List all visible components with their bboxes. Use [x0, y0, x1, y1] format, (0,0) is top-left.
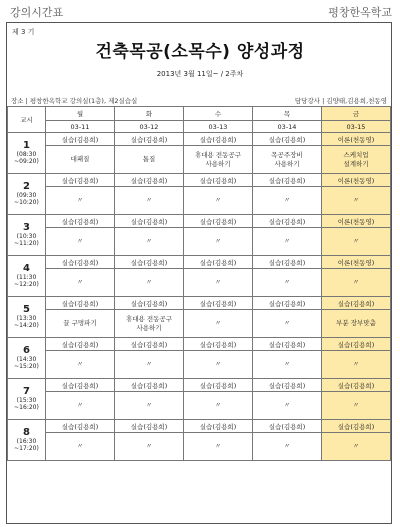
period-time: (09:30 ~10:20)	[14, 191, 39, 206]
period-cell	[8, 338, 46, 379]
instructor-cell: 실습(김용희)	[46, 297, 115, 310]
table-row	[8, 256, 391, 269]
period-cell	[8, 297, 46, 338]
topic-cell: 〃	[253, 433, 322, 461]
topic-cell: 톱질	[115, 146, 184, 174]
topic-cell: 〃	[184, 351, 253, 379]
topic-cell: 대패질	[46, 146, 115, 174]
topic-cell: 스케치업 설계하기	[322, 146, 391, 174]
topic-cell: 〃	[184, 228, 253, 256]
instructor-cell: 실습(김용희)	[115, 297, 184, 310]
instructor-cell: 이론(천동영)	[322, 256, 391, 269]
instructor-cell: 실습(김용희)	[322, 297, 391, 310]
instructor-cell: 실습(김용희)	[115, 338, 184, 351]
instructor-cell: 실습(김용희)	[184, 338, 253, 351]
period-number: 4	[23, 263, 30, 275]
topic-cell: 〃	[253, 310, 322, 338]
topic-cell: 끌 구멍파기	[46, 310, 115, 338]
topic-cell: 〃	[46, 433, 115, 461]
topic-cell: 〃	[322, 187, 391, 215]
period-number: 2	[23, 181, 30, 193]
instructor-cell: 실습(김용희)	[184, 133, 253, 146]
instructor-cell: 실습(김용희)	[253, 420, 322, 433]
topic-cell: 〃	[253, 269, 322, 297]
table-row	[8, 228, 391, 256]
topic-cell: 〃	[322, 433, 391, 461]
instructor-cell: 실습(김용희)	[253, 174, 322, 187]
topic-cell: 〃	[253, 351, 322, 379]
date-header: 03-13	[184, 121, 253, 133]
term-label: 제 3 기	[12, 28, 35, 36]
topic-cell: 〃	[322, 351, 391, 379]
topic-cell: 〃	[184, 433, 253, 461]
instructor-cell: 실습(김용희)	[184, 256, 253, 269]
table-row	[8, 310, 391, 338]
instructor-cell: 실습(김용희)	[46, 338, 115, 351]
course-title: 건축목공(소목수) 양성과정	[95, 42, 305, 62]
period-time: (10:30 ~11:20)	[14, 232, 39, 247]
instructor-cell: 실습(김용희)	[46, 174, 115, 187]
instructor-cell: 실습(김용희)	[184, 297, 253, 310]
instructor-cell: 실습(김용희)	[115, 379, 184, 392]
period-time: (16:30 ~17:20)	[14, 437, 39, 452]
instructor-cell: 실습(김용희)	[115, 215, 184, 228]
table-row	[8, 379, 391, 392]
topic-cell: 〃	[115, 228, 184, 256]
instructor-cell: 실습(김용희)	[115, 256, 184, 269]
topic-cell: 〃	[115, 351, 184, 379]
instructor-cell: 실습(김용희)	[322, 338, 391, 351]
instructor-cell: 실습(김용희)	[115, 133, 184, 146]
period-time: (13:30 ~14:20)	[14, 314, 39, 329]
day-header: 수	[184, 107, 253, 121]
topic-cell: 휴대용 전동공구 사용하기	[184, 146, 253, 174]
table-row	[8, 338, 391, 351]
instructor-cell: 이론(천동영)	[322, 133, 391, 146]
instructor-cell: 실습(김용희)	[46, 256, 115, 269]
schedule-table	[7, 106, 391, 461]
period-number: 7	[23, 386, 30, 398]
header-day-row	[8, 107, 391, 121]
table-row	[8, 146, 391, 174]
topic-cell: 〃	[46, 269, 115, 297]
header-date-row	[8, 121, 391, 133]
topic-cell: 〃	[46, 187, 115, 215]
topic-cell: 〃	[115, 269, 184, 297]
instructor-cell: 실습(김용희)	[46, 379, 115, 392]
table-row	[8, 351, 391, 379]
instructor-cell: 실습(김용희)	[184, 215, 253, 228]
instructor-cell: 실습(김용희)	[322, 379, 391, 392]
period-number: 1	[23, 140, 30, 152]
period-number: 3	[23, 222, 30, 234]
instructor-cell: 실습(김용희)	[253, 256, 322, 269]
topic-cell: 휴대용 전동공구 사용하기	[115, 310, 184, 338]
day-header: 목	[253, 107, 322, 121]
period-cell	[8, 133, 46, 174]
instructor-info: 담당강사 | 김양태,김용희,천동영	[294, 97, 387, 105]
topic-cell: 〃	[322, 269, 391, 297]
date-header: 03-15	[322, 121, 391, 133]
instructor-cell: 실습(김용희)	[253, 338, 322, 351]
instructor-cell: 이론(천동영)	[322, 215, 391, 228]
page-header-left: 강의시간표	[10, 6, 64, 19]
table-row	[8, 269, 391, 297]
topic-cell: 〃	[253, 392, 322, 420]
topic-cell: 〃	[184, 310, 253, 338]
period-number: 8	[23, 427, 30, 439]
topic-cell: 〃	[322, 228, 391, 256]
instructor-cell: 실습(김용희)	[184, 174, 253, 187]
instructor-cell: 실습(김용희)	[322, 420, 391, 433]
topic-cell: 〃	[184, 187, 253, 215]
period-cell	[8, 379, 46, 420]
period-cell	[8, 256, 46, 297]
table-row	[8, 187, 391, 215]
period-cell	[8, 174, 46, 215]
table-row	[8, 174, 391, 187]
period-time: (11:30 ~12:20)	[14, 273, 39, 288]
page-header	[0, 0, 400, 22]
period-cell	[8, 215, 46, 256]
topic-cell: 〃	[115, 392, 184, 420]
instructor-cell: 실습(김용희)	[46, 133, 115, 146]
period-time: (08:30 ~09:20)	[14, 150, 39, 165]
day-header: 화	[115, 107, 184, 121]
date-range: 2013년 3월 11일~ / 2주차	[156, 70, 244, 78]
topic-cell: 〃	[253, 187, 322, 215]
table-row	[8, 133, 391, 146]
topic-cell: 〃	[184, 269, 253, 297]
instructor-cell: 이론(천동영)	[322, 174, 391, 187]
topic-cell: 〃	[115, 187, 184, 215]
instructor-cell: 실습(김용희)	[184, 420, 253, 433]
instructor-cell: 실습(김용희)	[253, 215, 322, 228]
timetable-sheet	[6, 22, 392, 524]
instructor-cell: 실습(김용희)	[253, 133, 322, 146]
table-row	[8, 297, 391, 310]
table-row	[8, 433, 391, 461]
date-header: 03-11	[46, 121, 115, 133]
topic-cell: 〃	[46, 228, 115, 256]
topic-cell: 〃	[184, 392, 253, 420]
period-time: (15:30 ~16:20)	[14, 396, 39, 411]
table-row	[8, 420, 391, 433]
date-header: 03-14	[253, 121, 322, 133]
period-number: 5	[23, 304, 30, 316]
topic-cell: 〃	[46, 351, 115, 379]
instructor-cell: 실습(김용희)	[184, 379, 253, 392]
day-header: 금	[322, 107, 391, 121]
day-header: 월	[46, 107, 115, 121]
table-row	[8, 215, 391, 228]
instructor-cell: 실습(김용희)	[46, 420, 115, 433]
topic-cell: 〃	[253, 228, 322, 256]
period-cell	[8, 420, 46, 461]
instructor-cell: 실습(김용희)	[115, 420, 184, 433]
topic-cell: 〃	[322, 392, 391, 420]
page-header-right: 평창한옥학교	[328, 6, 392, 19]
topic-cell: 부분 장부맞춤	[322, 310, 391, 338]
topic-cell: 목공주장비 사용하기	[253, 146, 322, 174]
period-header: 교시	[8, 107, 46, 133]
instructor-cell: 실습(김용희)	[115, 174, 184, 187]
place-info: 장소 | 평창한옥학교 강의실(1층), 제2실습실	[11, 97, 138, 105]
period-number: 6	[23, 345, 30, 357]
topic-cell: 〃	[115, 433, 184, 461]
table-row	[8, 392, 391, 420]
period-time: (14:30 ~15:20)	[14, 355, 39, 370]
topic-cell: 〃	[46, 392, 115, 420]
instructor-cell: 실습(김용희)	[253, 297, 322, 310]
date-header: 03-12	[115, 121, 184, 133]
instructor-cell: 실습(김용희)	[46, 215, 115, 228]
instructor-cell: 실습(김용희)	[253, 379, 322, 392]
